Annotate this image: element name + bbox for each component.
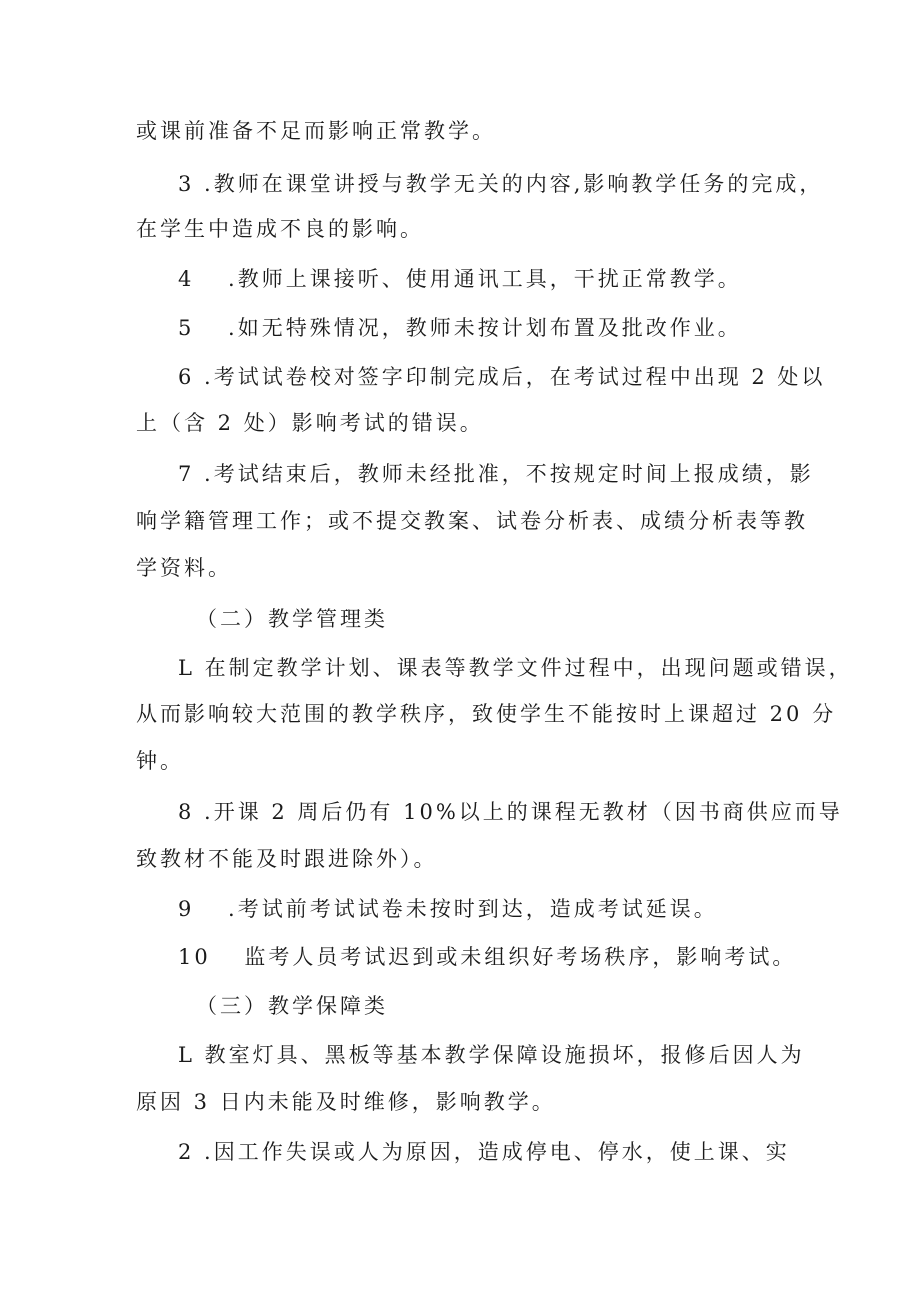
paragraph-line: 在学生中造成不良的影响。 [136, 217, 424, 241]
paragraph-line: 从而影响较大范围的教学秩序，致使学生不能按时上课超过 20 分 [136, 702, 837, 726]
paragraph-line: 7 .考试结束后，教师未经批准，不按规定时间上报成绩，影 [178, 462, 814, 486]
paragraph-line: 或课前准备不足而影响正常教学。 [136, 119, 496, 143]
paragraph-line: 8 .开课 2 周后仍有 10%以上的课程无教材（因书商供应而导 [178, 800, 843, 824]
paragraph-line: L 教室灯具、黑板等基本教学保障设施损坏，报修后因人为 [178, 1043, 805, 1067]
section-heading: （三）教学保障类 [196, 994, 388, 1018]
paragraph-line: 4 .教师上课接听、使用通讯工具，干扰正常教学。 [178, 267, 742, 291]
paragraph-line: 5 .如无特殊情况，教师未按计划布置及批改作业。 [178, 316, 742, 340]
paragraph-line: 致教材不能及时跟进除外）。 [136, 847, 438, 871]
paragraph-line: 响学籍管理工作；或不提交教案、试卷分析表、成绩分析表等教 [136, 509, 808, 533]
paragraph-line: 钟。 [136, 749, 184, 773]
paragraph-line: 原因 3 日内未能及时维修，影响教学。 [136, 1090, 556, 1114]
paragraph-line: 上（含 2 处）影响考试的错误。 [136, 411, 484, 435]
paragraph-line: 6 .考试试卷校对签字印制完成后，在考试过程中出现 2 处以 [178, 365, 826, 389]
paragraph-line: L 在制定教学计划、课表等教学文件过程中，出现问题或错误， [178, 656, 853, 680]
paragraph-line: 3 .教师在课堂讲授与教学无关的内容,影响教学任务的完成， [178, 172, 824, 196]
paragraph-line: 10 监考人员考试迟到或未组织好考场秩序，影响考试。 [178, 945, 797, 969]
section-heading: （二）教学管理类 [196, 607, 388, 631]
paragraph-line: 9 .考试前考试试卷未按时到达，造成考试延误。 [178, 897, 718, 921]
paragraph-line: 学资料。 [136, 556, 232, 580]
paragraph-line: 2 .因工作失误或人为原因，造成停电、停水，使上课、实 [178, 1140, 790, 1164]
